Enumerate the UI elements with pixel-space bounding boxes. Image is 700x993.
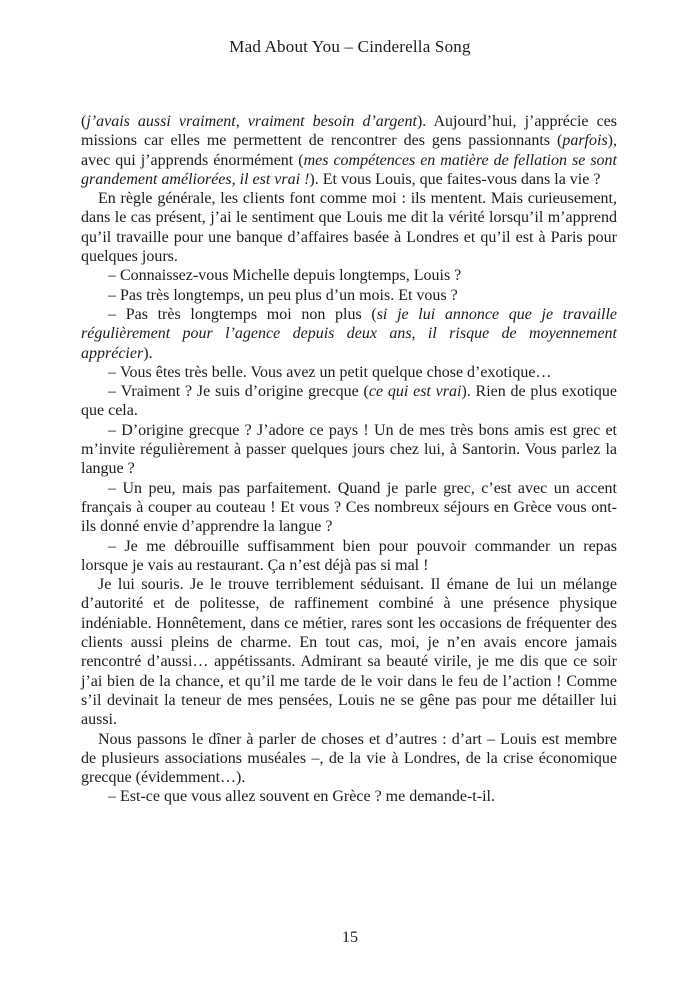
paragraph xyxy=(81,575,617,729)
text-run: ). xyxy=(143,344,153,362)
paragraph xyxy=(81,305,617,363)
paragraph xyxy=(81,363,617,382)
text-run: Je lui souris. Je le trouve terriblement séduisant. Il émane de lui un mélange d’autorité et de politesse, de raffinement combiné à une présence physique indéniable. Honnêtement, dans ce métier, rares sont les occasions de fréquenter des clients aussi pleins de charme. En tout cas, moi, je n’en avais encore jamais rencontré d’aussi… appétissants. Admirant sa beauté virile, je me dis que ce soir j’ai bien de la chance, et qu’il me tarde de le voir dans le feu de l’action ! Comme s’il devinait la teneur de mes pensées, Louis ne se gêne pas pour me détailler lui aussi. xyxy=(81,576,617,729)
text-run: – Connaissez-vous Michelle depuis longtemps, Louis ? xyxy=(108,267,462,285)
text-run: – Vous êtes très belle. Vous avez un petit quelque chose d’exotique… xyxy=(108,363,552,381)
text-run: – Pas très longtemps, un peu plus d’un mois. Et vous ? xyxy=(108,286,458,304)
text-run: – Vraiment ? Je suis d’origine grecque ( xyxy=(108,383,369,401)
italic-text-run: parfois xyxy=(562,132,608,150)
italic-text-run: mes compétences en matière de fellation se sont grandement améliorées, il est vrai ! xyxy=(81,151,617,188)
paragraph xyxy=(81,382,617,421)
text-run: – Un peu, mais pas parfaitement. Quand je parle grec, c’est avec un accent français à couper au couteau ! Et vous ? Ces nombreux séjours en Grèce vous ont-ils donné envie d’apprendre la langue ? xyxy=(81,479,617,536)
text-run: ). Rien de plus exotique que cela. xyxy=(81,383,617,420)
italic-text-run: j’avais aussi vraiment, vraiment besoin d’argent xyxy=(86,113,417,130)
text-run: – Pas très longtemps moi non plus ( xyxy=(108,305,377,323)
text-run: – D’origine grecque ? J’adore ce pays ! Un de mes très bons amis est grec et m’invite régulièrement à passer quelques jours chez lui, à Santorin. Vous parlez la langue ? xyxy=(81,421,617,478)
paragraph xyxy=(81,266,617,285)
paragraph xyxy=(81,787,617,806)
text-run: – Je me débrouille suffisamment bien pour pouvoir commander un repas lorsque je vais au restaurant. Ça n’est déjà pas si mal ! xyxy=(81,537,617,574)
paragraph xyxy=(81,479,617,537)
paragraph xyxy=(81,189,617,266)
text-run: ( xyxy=(81,113,87,130)
text-run: ). Aujourd’hui, j’apprécie ces missions car elles me permettent de rencontrer des gens passionnants ( xyxy=(81,113,617,150)
text-run: Nous passons le dîner à parler de choses et d’autres : d’art – Louis est membre de plusieurs associations muséales –, de la vie à Londres, de la crise économique grecque (évidemment…). xyxy=(81,730,617,787)
page-number: 15 xyxy=(342,929,358,946)
italic-text-run: si je lui annonce que je travaille régulièrement pour l’agence depuis deux ans, il risque de moyennement apprécier xyxy=(81,305,617,362)
text-run: En règle générale, les clients font comme moi : ils mentent. Mais curieusement, dans le cas présent, j’ai le sentiment que Louis me dit la vérité lorsqu’il m’apprend qu’il travaille pour une banque d’affaires basée à Londres et qu’il est à Paris pour quelques jours. xyxy=(81,190,617,266)
paragraph xyxy=(81,112,617,189)
paragraph xyxy=(81,730,617,788)
paragraph xyxy=(81,286,617,305)
paragraph xyxy=(81,421,617,479)
body-text xyxy=(81,112,617,807)
text-run: ), avec qui j’apprends énormément ( xyxy=(81,132,617,169)
text-run: ). Et vous Louis, que faites-vous dans la vie ? xyxy=(309,170,601,188)
italic-text-run: ce qui est vrai xyxy=(368,383,462,401)
text-run: – Est-ce que vous allez souvent en Grèce ? me demande-t-il. xyxy=(108,788,495,806)
running-header: Mad About You – Cinderella Song xyxy=(229,37,471,56)
paragraph xyxy=(81,537,617,576)
